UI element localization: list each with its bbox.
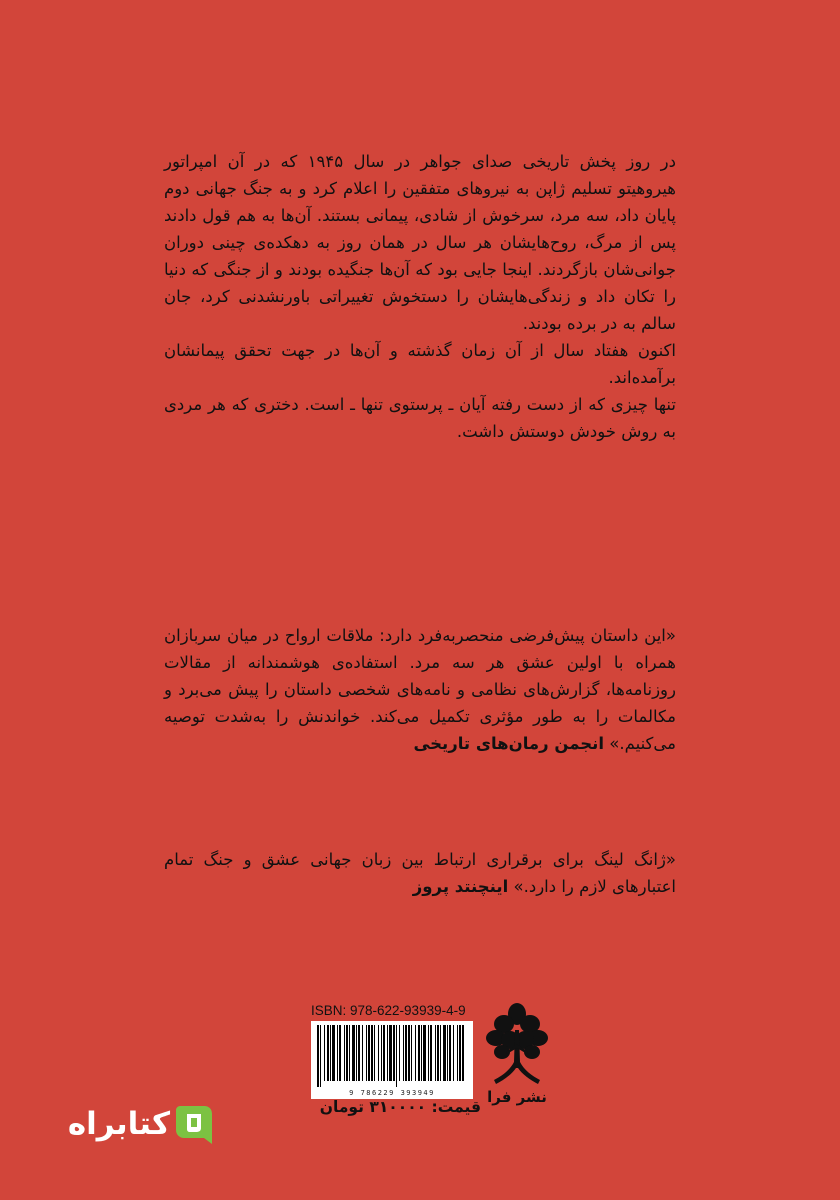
barcode-bar <box>317 1025 319 1087</box>
barcode-bar <box>405 1025 407 1081</box>
publisher-name: نشر فرا <box>487 1088 547 1106</box>
barcode-bar <box>358 1025 360 1081</box>
barcode-bar <box>437 1025 439 1081</box>
barcode-bar <box>368 1025 370 1081</box>
review-quote <box>164 846 676 900</box>
ketabrah-watermark <box>38 1102 218 1152</box>
barcode-bars <box>315 1025 469 1087</box>
barcode-bar <box>443 1025 446 1081</box>
synopsis-paragraph: در روز پخش تاریخی صدای جواهر در سال ۱۹۴۵ که در آن امپراتور هیروهیتو تسلیم ژاپن به نیروهای متفقین را اعلام کرد و به جنگ جهانی دوم پایان داد، سه مرد، سرخوش از شادی، پیمانی بستند. آن‌ها به هم قول دادند پس از مرگ، روح‌هایشان هر سال در همان روز به دهکده‌ی چینی دوران جوانی‌شان بازگردند. اینجا جایی بود که آن‌ها جنگیده بودند و از جنگی که دنیا را تکان داد و زندگی‌هایشان را دستخوش تغییراتی باورنشدنی کرد، جان سالم به در برده بودند. <box>164 152 677 333</box>
barcode-bar <box>440 1025 441 1081</box>
barcode-bar <box>344 1025 345 1081</box>
barcode-bar <box>459 1025 461 1081</box>
review-quote-source: انجمن رمان‌های تاریخی <box>413 734 605 753</box>
barcode-bar <box>362 1025 363 1081</box>
barcode-bar <box>435 1025 436 1081</box>
review-quote <box>164 622 676 757</box>
barcode-digits: 9 786229 393949 <box>349 1089 435 1097</box>
barcode-bar <box>457 1025 458 1081</box>
barcode-bar <box>423 1025 426 1081</box>
barcode-bar <box>346 1025 348 1081</box>
price: قیمت: ۳۱۰۰۰۰ تومان <box>319 1098 481 1116</box>
review-quote-text: «ژانگ لینگ برای برقراری ارتباط بین زبان جهانی عشق و جنگ تمام اعتبارهای لازم را دارد.» <box>164 850 676 896</box>
review-quote-text: «این داستان پیش‌فرضی منحصربه‌فرد دارد: ملاقات ارواح در میان سربازان همراه با اولین عشق هر سه مرد. استفاده‌ی هوشمندانه از مقالات روزنامه‌ها، گزارش‌های نظامی و نامه‌های شخصی داستان را پیش می‌برد و مکالمات را به طور مؤثری تکمیل می‌کند. خواندنش را به‌شدت توصیه می‌کنیم.» <box>164 626 676 753</box>
barcode <box>311 1021 473 1099</box>
barcode-bar <box>324 1025 325 1081</box>
barcode-bar <box>396 1025 397 1087</box>
barcode-bar <box>320 1025 321 1087</box>
synopsis <box>164 148 676 445</box>
barcode-bar <box>415 1025 416 1081</box>
barcode-bar <box>356 1025 357 1081</box>
barcode-bar <box>421 1025 422 1081</box>
barcode-bar <box>389 1025 392 1081</box>
barcode-bar <box>349 1025 350 1081</box>
barcode-bar <box>381 1025 382 1081</box>
barcode-bar <box>339 1025 341 1081</box>
barcode-bar <box>411 1025 412 1081</box>
barcode-bar <box>393 1025 395 1081</box>
ketabrah-logo-icon <box>174 1102 214 1148</box>
barcode-bar <box>383 1025 385 1081</box>
isbn-number: ISBN: 978-622-93939-4-9 <box>311 1003 466 1018</box>
barcode-bar <box>337 1025 338 1081</box>
barcode-bar <box>374 1025 375 1081</box>
tree-icon <box>482 1000 552 1092</box>
barcode-bar <box>447 1025 448 1081</box>
synopsis-paragraph: تنها چیزی که از دست رفته آیان ـ پرستوی تنها ـ است. دختری که هر مردی به روش خودش دوستش داشت. <box>164 395 676 441</box>
barcode-bar <box>449 1025 451 1081</box>
barcode-bar <box>430 1025 432 1081</box>
barcode-bar <box>462 1025 464 1081</box>
barcode-bar <box>387 1025 388 1081</box>
barcode-bar <box>327 1025 329 1081</box>
barcode-bar <box>366 1025 367 1081</box>
barcode-bar <box>453 1025 454 1081</box>
barcode-bar <box>399 1025 400 1081</box>
barcode-bar <box>428 1025 429 1081</box>
barcode-bar <box>418 1025 420 1081</box>
publisher-logo <box>482 1000 552 1120</box>
barcode-bar <box>408 1025 410 1081</box>
review-quote-source: اینچنتد پروز <box>412 877 509 896</box>
barcode-bar <box>330 1025 331 1081</box>
barcode-bar <box>332 1025 335 1081</box>
barcode-bar <box>378 1025 379 1081</box>
barcode-bar <box>403 1025 404 1081</box>
synopsis-paragraph: اکنون هفتاد سال از آن زمان گذشته و آن‌ها در جهت تحقق پیمانشان برآمده‌اند. <box>164 341 676 387</box>
barcode-bar <box>371 1025 373 1081</box>
ketabrah-wordmark: کتابراه <box>67 1106 170 1142</box>
isbn-block <box>311 1003 479 1099</box>
barcode-bar <box>352 1025 355 1081</box>
